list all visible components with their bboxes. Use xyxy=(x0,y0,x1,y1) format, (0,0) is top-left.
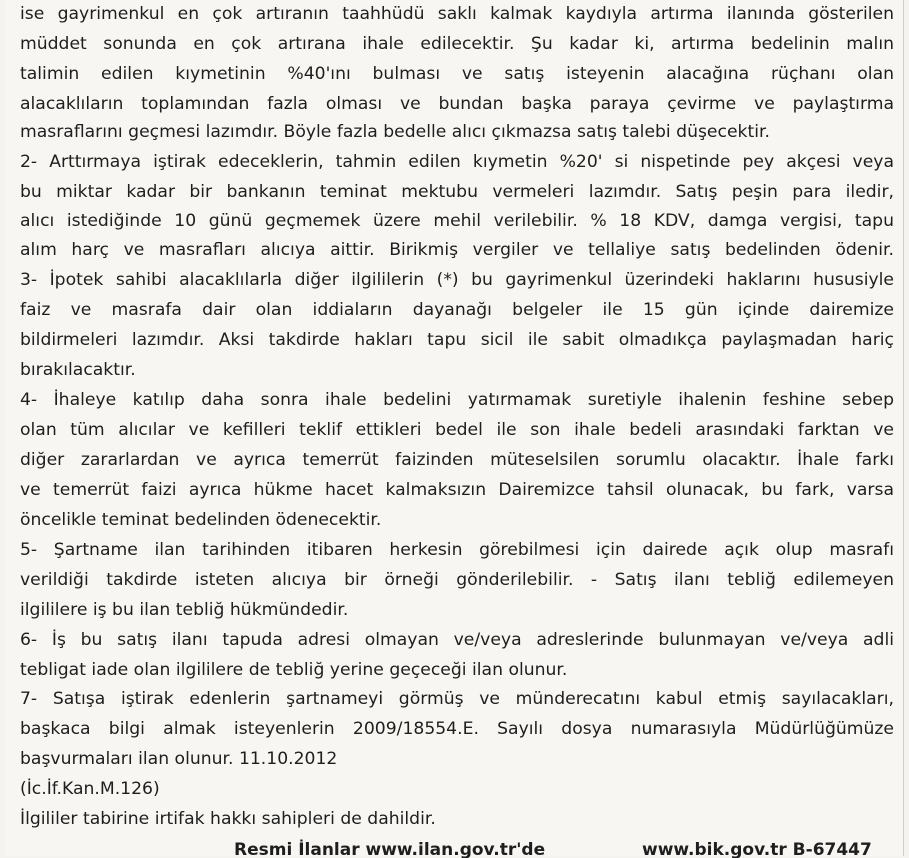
text-line-5: masraflarını geçmesi lazımdır. Böyle fazla bedelle alıcı çıkmazsa satış talebi düşecektir. xyxy=(20,122,770,142)
text-line-1: ise gayrimenkul en çok artıranın taahhüdü saklı kalmak kaydıyla artırma ilanında gösterilen xyxy=(20,4,894,24)
text-line-12: bildirmeleri lazımdır. Aksi takdirde hakları tapu sicil ile sabit olmadıkça paylaşmadan hariç xyxy=(20,330,894,350)
text-line-9: alım harç ve masrafları alıcıya aittir. Birikmiş vergiler ve tellaliye satış bedelinden ödenir. xyxy=(20,240,894,260)
text-line-10: 3- İpotek sahibi alacaklılarla diğer ilgililerin (*) bu gayrimenkul üzerindeki haklarını hususiyle xyxy=(20,270,894,290)
text-line-16: diğer zararlardan ve ayrıca temerrüt faizinden müteselsilen sorumlu olacaktır. İhale farkı xyxy=(20,450,894,470)
text-line-13: bırakılacaktır. xyxy=(20,360,136,380)
text-line-17: ve temerrüt faizi ayrıca hükme hacet kalmaksızın Dairemizce tahsil olunacak, bu fark, varsa xyxy=(20,480,894,500)
text-line-11: faiz ve masrafa dair olan iddiaların dayanağı belgeler ile 15 gün içinde dairemize xyxy=(20,300,894,320)
text-line-6: 2- Arttırmaya iştirak edeceklerin, tahmin edilen kıymetin %20' si nispetinde pey akçesi veya xyxy=(20,152,894,172)
text-line-27: (İc.İf.Kan.M.126) xyxy=(20,779,160,799)
text-line-18: öncelikle teminat bedelinden ödenecektir. xyxy=(20,510,382,530)
text-line-19: 5- Şartname ilan tarihinden itibaren herkesin görebilmesi için dairede açık olup masrafı xyxy=(20,540,894,560)
document-page xyxy=(6,0,904,856)
footer-banner xyxy=(6,838,903,858)
text-line-26: başvurmaları ilan olunur. 11.10.2012 xyxy=(20,749,338,769)
text-line-25: başkaca bilgi almak isteyenlerin 2009/18554.E. Sayılı dosya numarasıyla Müdürlüğümüze xyxy=(20,719,894,739)
text-line-20: verildiği takdirde isteten alıcıya bir örneği gönderilebilir. - Satış ilanı tebliğ edilemeyen xyxy=(20,570,894,590)
footer-bik-code: www.bik.gov.tr B-67447 xyxy=(642,840,872,858)
text-line-15: olan tüm alıcılar ve kefilleri teklif ettikleri bedel ile son ihale bedeli arasındaki farktan ve xyxy=(20,420,894,440)
text-line-4: alacaklıların toplamından fazla olması ve bundan başka paraya çevirme ve paylaştırma xyxy=(20,94,894,114)
text-line-23: tebligat iade olan ilgililere de tebliğ yerine geçeceği ilan olunur. xyxy=(20,660,568,680)
text-line-24: 7- Satışa iştirak edenlerin şartnameyi görmüş ve münderecatını kabul etmiş sayılacakları, xyxy=(20,689,894,709)
text-line-22: 6- İş bu satış ilanı tapuda adresi olmayan ve/veya adreslerinde bulunmayan ve/veya adli xyxy=(20,630,894,650)
text-line-8: alıcı istediğinde 10 günü geçmemek üzere mehil verilebilir. % 18 KDV, damga vergisi, tapu xyxy=(20,211,894,231)
text-line-14: 4- İhaleye katılıp daha sonra ihale bedelini yatırmamak suretiyle ihalenin feshine sebep xyxy=(20,390,894,410)
text-line-7: bu miktar kadar bir bankanın teminat mektubu vermeleri lazımdır. Satış peşin para iledir, xyxy=(20,182,894,202)
text-line-28: İlgililer tabirine irtifak hakkı sahipleri de dahildir. xyxy=(20,809,436,829)
text-line-3: talimin edilen kıymetinin %40'ını bulması ve satış isteyenin alacağına rüçhanı olan xyxy=(20,64,894,84)
text-line-2: müddet sonunda en çok artırana ihale edilecektir. Şu kadar ki, artırma bedelinin malın xyxy=(20,34,894,54)
footer-ilan-link: Resmi İlanlar www.ilan.gov.tr'de xyxy=(234,840,546,858)
text-line-21: ilgililere iş bu ilan tebliğ hükmündedir. xyxy=(20,600,349,620)
